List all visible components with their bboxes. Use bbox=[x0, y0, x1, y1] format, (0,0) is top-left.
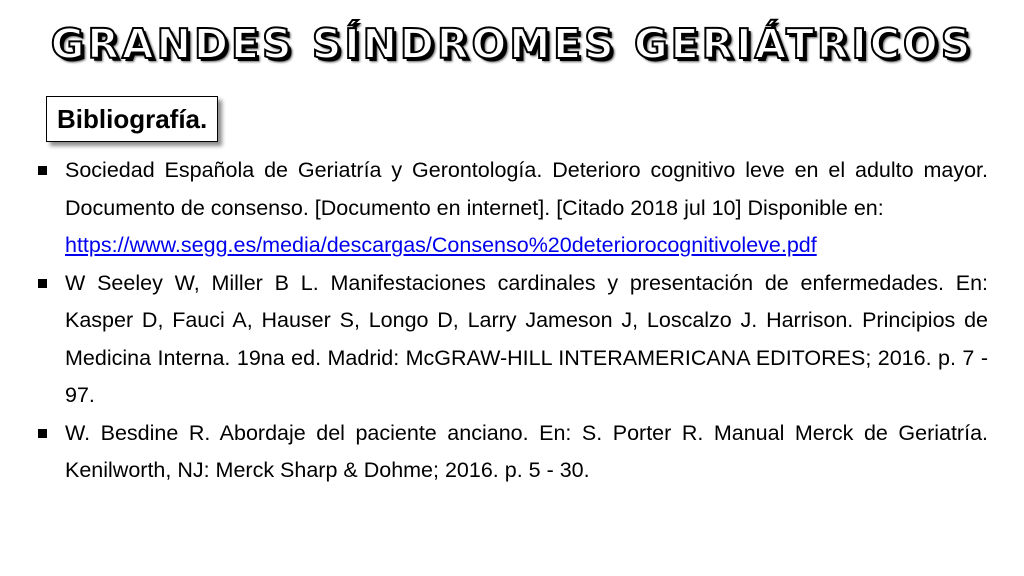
bibliography-label-box bbox=[46, 96, 218, 142]
reference-text-3: W. Besdine R. Abordaje del paciente anciano. En: S. Porter R. Manual Merck de Geriatría. Kenilworth, NJ: Merck Sharp & Dohme; 2016. p. 5 - 30. bbox=[65, 420, 988, 482]
reference-item-3 bbox=[36, 415, 988, 490]
reference-link[interactable]: https://www.segg.es/media/descargas/Consenso%20deteriorocognitivoleve.pdf bbox=[65, 233, 817, 257]
bibliography-label: Bibliografía. bbox=[57, 103, 208, 134]
slide-title: GRANDES SÍNDROMES GERIÁTRICOS bbox=[50, 20, 974, 68]
reference-item-2 bbox=[36, 265, 988, 415]
reference-text-1: Sociedad Española de Geriatría y Gerontología. Deterioro cognitivo leve en el adulto mayor. Documento de consenso. [Documento en internet]. [Citado 2018 jul 10] Disponible en: bbox=[65, 158, 988, 220]
reference-text-2: W Seeley W, Miller B L. Manifestaciones cardinales y presentación de enfermedades. En: Kasper D, Fauci A, Hauser S, Longo D, Larry Jameson J, Loscalzo J. Harrison. Principios de Medicina Interna. 19na ed. Madrid: McGRAW-HILL INTERAMERICANA EDITORES; 2016. p. 7 - 97. bbox=[65, 270, 988, 407]
square-bullet-icon bbox=[38, 279, 47, 288]
reference-item-1 bbox=[36, 152, 988, 265]
square-bullet-icon bbox=[38, 429, 47, 438]
square-bullet-icon bbox=[38, 166, 47, 175]
reference-link-wrap bbox=[65, 227, 988, 265]
reference-list bbox=[36, 152, 988, 490]
title-container bbox=[0, 18, 1024, 70]
